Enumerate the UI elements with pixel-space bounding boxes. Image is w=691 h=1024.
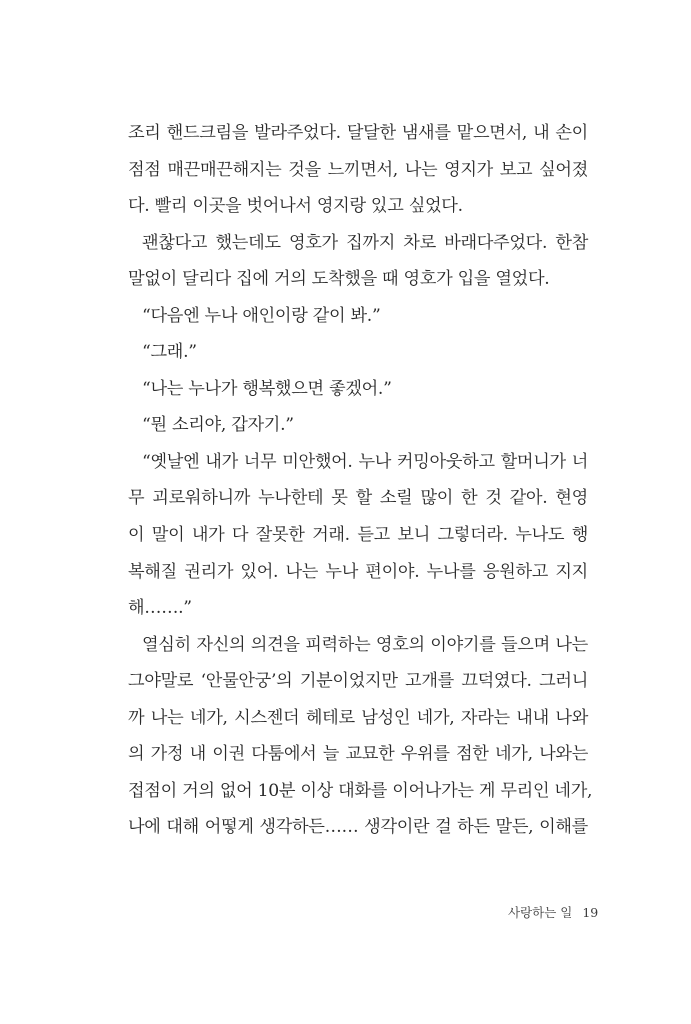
text-line: 까 나는 네가, 시스젠더 헤테로 남성인 네가, 자라는 내내 나와 — [128, 707, 588, 728]
text-line: 이 말이 내가 다 잘못한 거래. 듣고 보니 그렇더라. 누나도 행 — [128, 525, 588, 546]
text-line: “나는 누나가 행복했으면 좋겠어.” — [142, 378, 392, 399]
text-line: “옛날엔 내가 너무 미안했어. 누나 커밍아웃하고 할머니가 너 — [142, 451, 588, 472]
text-line: “다음엔 누나 애인이랑 같이 봐.” — [142, 305, 381, 326]
text-line: 점점 매끈매끈해지는 것을 느끼면서, 나는 영지가 보고 싶어졌 — [128, 159, 588, 180]
text-line: 다. 빨리 이곳을 벗어나서 영지랑 있고 싶었다. — [128, 196, 463, 217]
text-line: 말없이 달리다 집에 거의 도착했을 때 영호가 입을 열었다. — [128, 269, 550, 290]
page-number: 19 — [582, 905, 599, 920]
text-line: 괜찮다고 했는데도 영호가 집까지 차로 바래다주었다. 한참 — [142, 232, 588, 253]
text-line: 나에 대해 어떻게 생각하든…… 생각이란 걸 하든 말든, 이해를 — [128, 817, 588, 838]
text-line: “그래.” — [142, 342, 197, 363]
text-line: 무 괴로워하니까 누나한테 못 할 소릴 많이 한 것 같아. 현영 — [128, 488, 588, 509]
text-line: 접점이 거의 없어 10분 이상 대화를 이어나가는 게 무리인 네가, — [128, 780, 593, 801]
page-footer — [508, 903, 598, 921]
body-text — [128, 115, 593, 846]
text-line: “뭔 소리야, 갑자기.” — [142, 415, 294, 436]
text-line: 열심히 자신의 의견을 피력하는 영호의 이야기를 들으며 나는 — [142, 634, 588, 655]
text-line: 의 가정 내 이권 다툼에서 늘 교묘한 우위를 점한 네가, 나와는 — [128, 744, 588, 765]
text-line: 복해질 권리가 있어. 나는 누나 편이야. 누나를 응원하고 지지 — [128, 561, 588, 582]
text-line: 해…….” — [128, 598, 192, 619]
running-title: 사랑하는 일 — [508, 905, 573, 920]
text-line: 조리 핸드크림을 발라주었다. 달달한 냄새를 맡으면서, 내 손이 — [128, 123, 588, 143]
text-line: 그야말로 ‘안물안궁’의 기분이었지만 고개를 끄덕였다. 그러니 — [128, 671, 588, 692]
